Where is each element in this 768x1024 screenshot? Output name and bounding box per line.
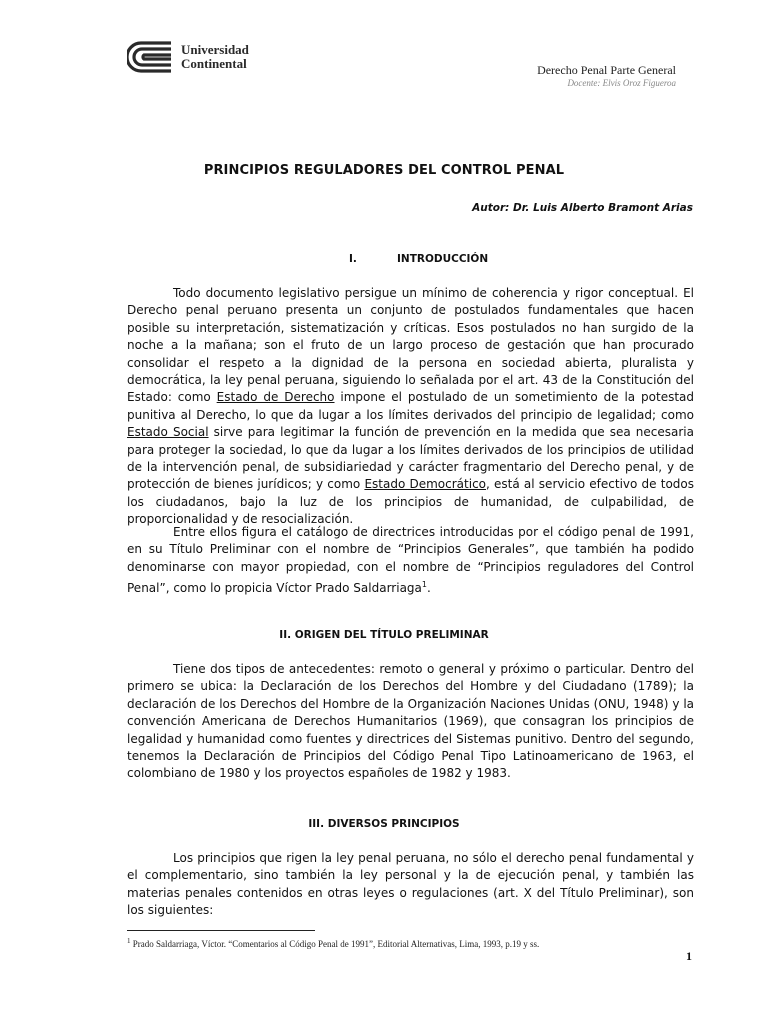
text-run: impone el postulado de un sometimiento de la potestad punitiva al Derecho, lo que da lugar a los límites derivados del principio de legalidad; como: [127, 390, 695, 422]
underlined-term: Estado de Derecho: [216, 390, 335, 405]
logo-line-1: Universidad: [181, 42, 249, 57]
section-1-number: I.: [349, 253, 357, 265]
text-run: , está al servicio efectivo de todos los ciudadanos, bajo la luz de los principios de humanidad, de culpabilidad, de proporcionalidad y de resocialización.: [127, 477, 695, 527]
intro-paragraph-2: [127, 524, 694, 598]
footnote: [127, 937, 539, 949]
footnote-mark: 1: [127, 937, 131, 945]
text-run: Entre ellos figura el catálogo de directrices introducidas por el código penal de 1991, en su Título Preliminar con el nombre de “Principios Generales”, que también ha podido denominarse con mayor propiedad, con el nombre de “Principios reguladores del Control Penal”, como lo propicia Víctor Prado Saldarriaga: [127, 525, 694, 596]
continental-logo-icon: [127, 40, 173, 74]
text-run: .: [427, 581, 431, 596]
underlined-term: Estado Democrático: [364, 477, 487, 492]
logo-line-2: Continental: [181, 56, 247, 71]
section-1-heading: INTRODUCCIÓN: [397, 253, 489, 265]
footnote-divider: [127, 930, 315, 931]
intro-paragraph-1: [127, 285, 694, 529]
university-logo: [127, 40, 249, 74]
underlined-term: Estado Social: [127, 425, 209, 440]
section-2-heading: II. ORIGEN DEL TÍTULO PRELIMINAR: [279, 629, 489, 641]
course-name: Derecho Penal Parte General: [537, 63, 676, 77]
section-3-heading: III. DIVERSOS PRINCIPIOS: [308, 818, 460, 830]
text-run: Todo documento legislativo persigue un mínimo de coherencia y rigor conceptual. El Derecho penal peruano presenta un conjunto de postulados fundamentales que hacen posible su interpretación, sistematización y críticas. Esos postulados no han surgido de la noche a la mañana; son el fruto de un largo proceso de gestación que han procurado consolidar el respeto a la dignidad de la persona en sociedad abierta, pluralista y democrática, la ley penal peruana, siguiendo lo señalada por el art. 43 de la Constitución del Estado: como: [127, 286, 694, 405]
logo-wordmark: [181, 43, 249, 71]
document-author: Autor: Dr. Luis Alberto Bramont Arias: [472, 202, 693, 214]
origin-paragraph: Tiene dos tipos de antecedentes: remoto o general y próximo o particular. Dentro del primero se ubica: la Declaración de los Derechos del Hombre y del Ciudadano (1789); la declaración de los Derechos del Hombre de la Organización Naciones Unidas (ONU, 1948) y la convención Americana de Derechos Humanitarios (1969), que consagran los principios de legalidad y humanidad como fuentes y directrices del Sistemas punitivo. Dentro del segundo, tenemos la Declaración de Principios del Código Penal Tipo Latinoamericano de 1963, el colombiano de 1980 y los proyectos españoles de 1982 y 1983.: [127, 662, 694, 781]
footnote-reference: 1: [421, 580, 427, 590]
text-run: sirve para legitimar la función de prevención en la medida que sea necesaria para proteger la sociedad, lo que da lugar a los límites derivados de los principios de utilidad de la intervención penal, de subsidiariedad y carácter fragmentario del Derecho penal, y de protección de bienes jurídicos; y como: [127, 425, 694, 492]
principles-paragraph: Los principios que rigen la ley penal peruana, no sólo el derecho penal fundamental y el complementario, sino también la ley personal y la de ejecución penal, y también las materias penales contenidos en otras leyes o regulaciones (art. X del Título Preliminar), son los siguientes:: [127, 851, 694, 918]
teacher-name: Docente: Elvis Oroz Figueroa: [567, 78, 676, 88]
page-number: 1: [686, 949, 692, 963]
footnote-text: Prado Saldarriaga, Víctor. “Comentarios al Código Penal de 1991”, Editorial Alternativas, Lima, 1993, p.19 y ss.: [130, 939, 540, 949]
document-title: PRINCIPIOS REGULADORES DEL CONTROL PENAL: [203, 163, 565, 178]
